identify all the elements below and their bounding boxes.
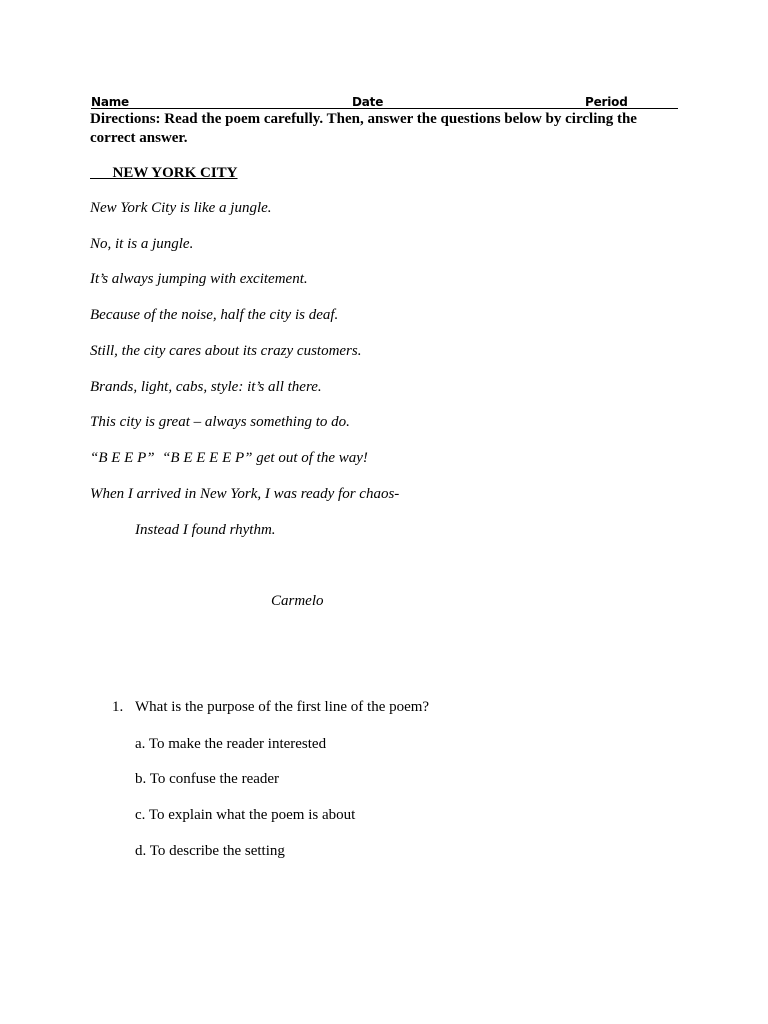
directions-text: Directions: Read the poem carefully. Then, answer the questions below by circling the correct answer. — [90, 111, 637, 146]
answer-option-b[interactable]: b. To confuse the reader — [135, 771, 280, 787]
poem-line: Because of the noise, half the city is deaf. — [90, 307, 339, 323]
poem-title-text: NEW YORK CITY — [112, 165, 238, 181]
poem-line: New York City is like a jungle. — [90, 200, 272, 216]
date-label: Date — [352, 95, 384, 109]
answer-option-c[interactable]: c. To explain what the poem is about — [135, 807, 356, 823]
poem-title — [90, 164, 238, 183]
poem-line: “B E E P” “B E E E E P” get out of the way! — [90, 450, 368, 466]
poem-line: When I arrived in New York, I was ready for chaos- — [90, 486, 400, 502]
poem-line: This city is great – always something to do. — [90, 414, 350, 430]
poem-line: It’s always jumping with excitement. — [90, 271, 308, 287]
poem-line: Still, the city cares about its crazy customers. — [90, 343, 362, 359]
header-fields — [91, 94, 678, 109]
poem-line: Brands, light, cabs, style: it’s all there. — [90, 379, 322, 395]
poem-line: Instead I found rhythm. — [135, 522, 276, 538]
question-text: What is the purpose of the first line of the poem? — [135, 699, 430, 715]
answer-option-d[interactable]: d. To describe the setting — [135, 843, 285, 859]
poem-line: No, it is a jungle. — [90, 236, 194, 252]
poem-author: Carmelo — [271, 593, 324, 609]
answer-option-a[interactable]: a. To make the reader interested — [135, 736, 327, 752]
question-number: 1. — [112, 699, 124, 715]
name-label: Name — [91, 95, 129, 109]
period-label: Period — [585, 95, 628, 109]
